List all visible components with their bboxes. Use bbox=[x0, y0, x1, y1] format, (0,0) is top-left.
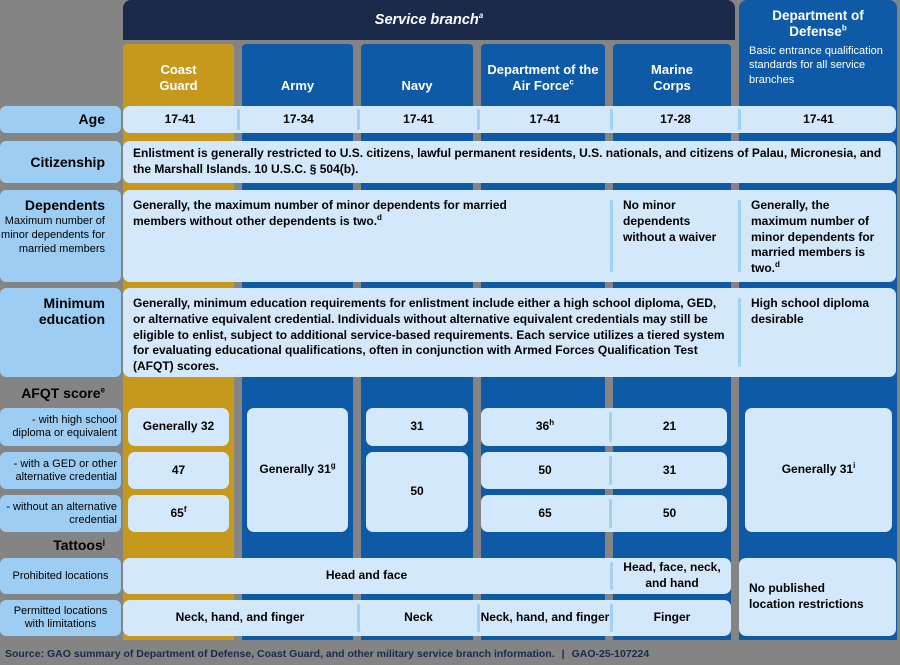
afqt-af-mc-band-ged bbox=[481, 452, 727, 489]
citizenship-row-label: Citizenship bbox=[0, 141, 121, 183]
dependents-row-label: Dependents Maximum number of minor dependents for married members bbox=[0, 190, 121, 282]
tattoos-prohibited-most-branches: Head and face bbox=[325, 568, 408, 583]
citizenship-row-band bbox=[123, 141, 896, 183]
column-header-navy: Navy bbox=[401, 77, 433, 93]
afqt-air-force-ged: 50 bbox=[538, 462, 552, 477]
afqt-army-all: Generally 31$^g$ bbox=[247, 408, 348, 532]
age-value-navy: 17-41 bbox=[403, 111, 434, 126]
age-value-marine-corps: 17-28 bbox=[660, 111, 691, 126]
afqt-marine-corps-none: 50 bbox=[662, 505, 677, 520]
dod-column-title: Department of Defense$^b$ bbox=[772, 8, 864, 40]
column-header-coast-guard: Coast Guard bbox=[159, 61, 198, 93]
dod-column-subtitle: Basic entrance qualification standards for all service branches bbox=[749, 45, 883, 86]
dependents-value-dod: Generally, the maximum number of minor dependents for married members is two.$^d$ bbox=[751, 198, 875, 276]
tattoos-prohibited-marine-corps: Head, face, neck, and hand bbox=[623, 560, 721, 590]
dependents-row-sublabel: Maximum number of minor dependents for married members bbox=[1, 215, 105, 255]
tattoos-prohibited-band bbox=[123, 558, 731, 594]
afqt-coast-guard-ged: 47 bbox=[128, 452, 229, 489]
footer-divider: | bbox=[561, 648, 565, 660]
afqt-navy-ged-none: 50 bbox=[366, 452, 468, 532]
tattoos-permitted-marine-corps: Finger bbox=[653, 610, 691, 625]
tattoos-dod: No published location restrictions bbox=[739, 558, 896, 636]
minimum-education-value-service-branches: Generally, minimum education requirements for enlistment include either a high school diploma, GED, or alternative equivalent credential. Individuals without alternative equivalent credentials may still be eligible to enlist, subject to additional service-based requirements. Each service utilizes a tiered system for evaluating educational qualifications, often in conjunction with Armed Forces Qualification Test (AFQT) scores. bbox=[133, 296, 725, 374]
source-text: Source: GAO summary of Department of Defense, Coast Guard, and other military service branch information. bbox=[5, 648, 555, 660]
tattoos-permitted-air-force: Neck, hand, and finger bbox=[480, 610, 610, 625]
tattoos-section-header: Tattoos$^j$ bbox=[53, 537, 105, 553]
afqt-row-label-hs: - with high school diploma or equivalent bbox=[0, 408, 121, 446]
service-branch-header bbox=[123, 0, 735, 40]
age-row-label: Age bbox=[0, 106, 121, 133]
column-header-air-force: Department of the Air Force$^c$ bbox=[487, 61, 599, 93]
age-value-dod: 17-41 bbox=[803, 111, 834, 126]
column-header-army: Army bbox=[280, 77, 315, 93]
dependents-row-band bbox=[123, 190, 896, 282]
afqt-marine-corps-ged: 31 bbox=[662, 462, 677, 477]
tattoos-permitted-navy: Neck bbox=[404, 610, 433, 625]
afqt-dod-all: Generally 31$^i$ bbox=[745, 408, 892, 532]
service-branch-title: Service branch$^a$ bbox=[374, 11, 484, 28]
afqt-coast-guard-none: 65$^f$ bbox=[128, 495, 229, 532]
tattoos-row-label-permitted: Permitted locations with limitations bbox=[0, 600, 121, 636]
source-footer bbox=[5, 648, 895, 660]
tattoos-row-label-prohibited: Prohibited locations bbox=[0, 558, 121, 594]
age-value-army: 17-34 bbox=[283, 111, 314, 126]
afqt-row-label-none: - without an alternative credential bbox=[0, 495, 121, 532]
age-value-coast-guard: 17-41 bbox=[164, 111, 196, 126]
afqt-coast-guard-hs: Generally 32 bbox=[128, 408, 229, 446]
afqt-air-force-none: 65 bbox=[538, 505, 552, 520]
afqt-section-header: AFQT score$^e$ bbox=[21, 385, 105, 401]
dependents-value-most-branches: Generally, the maximum number of minor dependents for married members without other dependents is two.$^d$ bbox=[133, 198, 507, 228]
age-value-air-force: 17-41 bbox=[529, 111, 561, 126]
minimum-education-row-label: Minimum education bbox=[0, 288, 121, 377]
afqt-marine-corps-hs: 21 bbox=[662, 419, 677, 434]
column-header-marine-corps: Marine Corps bbox=[651, 61, 693, 93]
citizenship-text: Enlistment is generally restricted to U.S. citizens, lawful permanent residents, U.S. nationals, and citizens of Palau, Micronesia, and the Marshall Islands. 10 U.S.C. § 504(b). bbox=[133, 146, 882, 176]
dependents-value-marine-corps: No minor dependents without a waiver bbox=[623, 198, 717, 244]
age-row-band bbox=[123, 106, 896, 133]
tattoos-permitted-coast-guard-army: Neck, hand, and finger bbox=[175, 610, 305, 625]
afqt-navy-hs: 31 bbox=[366, 408, 468, 446]
report-number: GAO-25-107224 bbox=[571, 648, 650, 660]
minimum-education-row-band bbox=[123, 288, 896, 377]
afqt-air-force-hs: 36$^h$ bbox=[535, 418, 555, 434]
tattoos-permitted-band bbox=[123, 600, 731, 636]
minimum-education-value-dod: High school diploma desirable bbox=[751, 296, 870, 326]
afqt-af-mc-band-hs bbox=[481, 408, 727, 446]
afqt-row-label-ged: - with a GED or other alternative credential bbox=[0, 452, 121, 489]
afqt-af-mc-band-none bbox=[481, 495, 727, 532]
